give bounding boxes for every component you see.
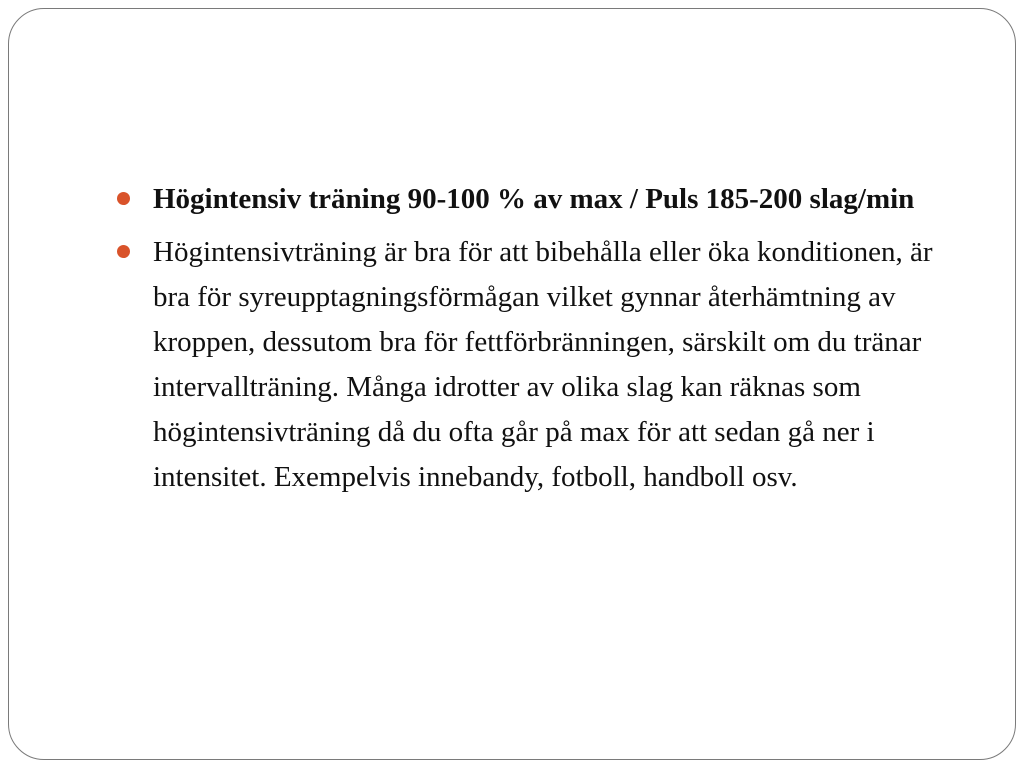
bullet-dot-icon bbox=[117, 192, 130, 205]
bullet-item-body bbox=[117, 230, 967, 500]
slide bbox=[8, 8, 1016, 760]
bullet-text: Högintensiv träning 90-100 % av max / Puls 185-200 slag/min bbox=[153, 183, 915, 215]
bullet-item-heading bbox=[117, 177, 967, 222]
bullet-dot-icon bbox=[117, 245, 130, 258]
bullet-text: Högintensivträning är bra för att bibehålla eller öka konditionen, är bra för syreupptagningsförmågan vilket gynnar återhämtning av kroppen, dessutom bra för fettförbränningen, särskilt om du tränar intervallträning. Många idrotter av olika slag kan räknas som högintensivträning då du ofta går på max för att sedan gå ner i intensitet. Exempelvis innebandy, fotboll, handboll osv. bbox=[153, 236, 933, 493]
bullet-list bbox=[117, 177, 967, 500]
